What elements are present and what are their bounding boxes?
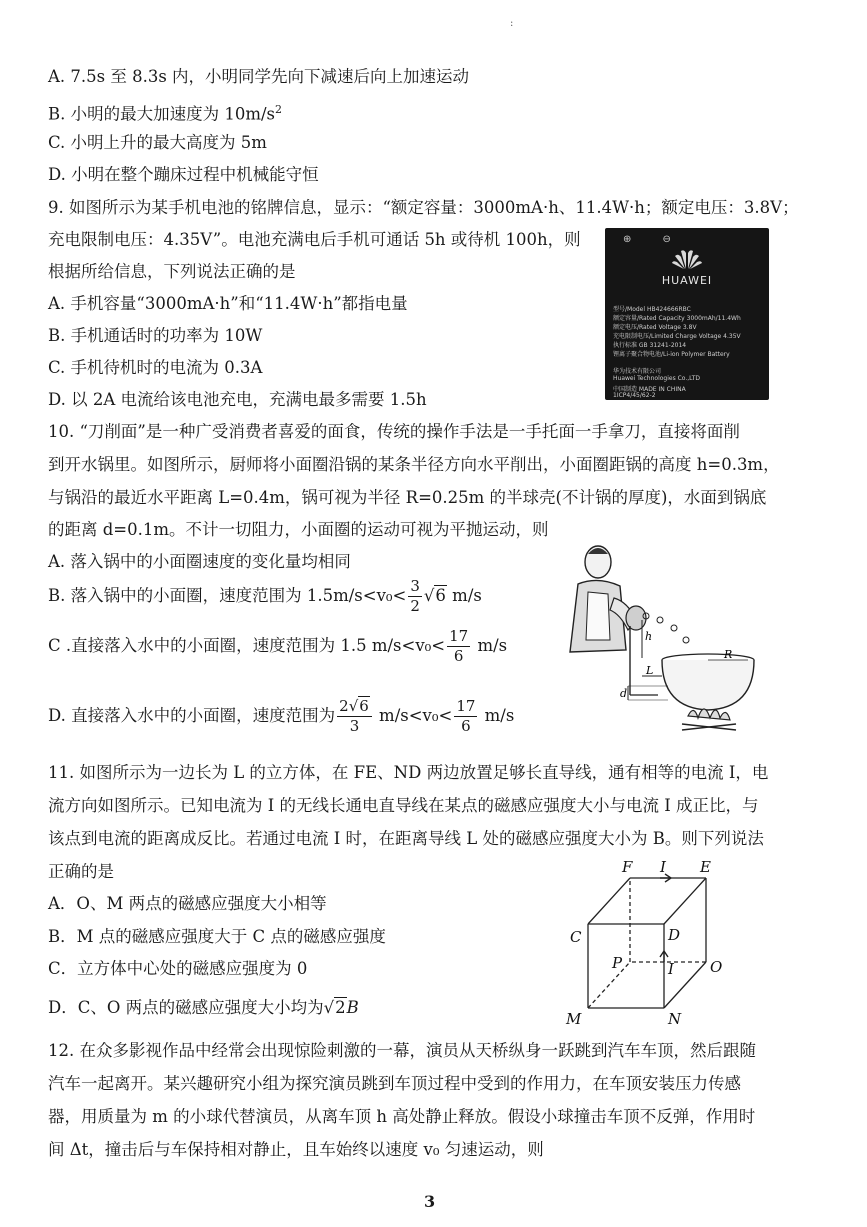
q11-stem-line-3: 该点到电流的距离成反比。若通过电流 I 时，在距离导线 L 处的磁感应强度大小为 B。则下列说法 bbox=[48, 829, 764, 848]
q8-option-b-text: B. 小明的最大加速度为 10m/s bbox=[48, 104, 276, 124]
noodle-dot bbox=[671, 625, 677, 631]
q11-option-d-var: B bbox=[346, 998, 359, 1017]
q12-stem-line-4: 间 Δt，撞击后与车保持相对静止，且车始终以速度 v₀ 匀速运动，则 bbox=[48, 1140, 544, 1159]
q9-stem-line-1: 9. 如图所示为某手机电池的铭牌信息，显示：“额定容量：3000mA·h、11.4W·h；额定电压：3.8V； bbox=[48, 198, 799, 217]
label-C: C bbox=[570, 928, 582, 946]
battery-maker-en: Huawei Technologies Co.,LTD bbox=[613, 375, 700, 382]
edge-MP bbox=[588, 962, 630, 1008]
label-h: h bbox=[645, 630, 653, 643]
q10-option-d-mid: m/s<v₀< bbox=[379, 706, 453, 725]
q10-stem-line-2: 到开水锅里。如图所示，厨师将小面圈沿锅的某条半径方向水平削出，小面圈距锅的高度 h=0.3m， bbox=[48, 455, 780, 474]
q10-option-b-fraction bbox=[408, 579, 422, 614]
q10-option-b-unit: m/s bbox=[452, 586, 482, 605]
battery-spec-voltage: 额定电压/Rated Voltage 3.8V bbox=[613, 324, 697, 331]
q10-option-d-coef: 2 bbox=[339, 697, 349, 715]
q9-option-c: C. 手机待机时的电流为 0.3A bbox=[48, 358, 263, 377]
q10-option-d-denominator-2: 6 bbox=[461, 717, 471, 735]
q10-option-b-sqrt: √6 bbox=[423, 586, 446, 605]
q11-option-b: B．M 点的磁感应强度大于 C 点的磁感应强度 bbox=[48, 927, 386, 946]
label-E: E bbox=[700, 858, 711, 876]
q10-option-d-radicand: 6 bbox=[359, 697, 369, 715]
label-I-top: I bbox=[660, 858, 666, 876]
q8-option-d: D. 小明在整个蹦床过程中机械能守恒 bbox=[48, 165, 319, 184]
q10-option-d bbox=[48, 696, 514, 736]
q10-option-c-unit: m/s bbox=[477, 636, 508, 655]
q10-stem-line-4: 的距离 d=0.1m。不计一切阻力，小面圈的运动可视为平抛运动，则 bbox=[48, 520, 549, 539]
q9-stem-line-2: 充电限制电压：4.35V”。电池充满电后手机可通话 5h 或待机 100h，则 bbox=[48, 230, 581, 249]
q10-option-d-fraction-2 bbox=[454, 699, 477, 734]
cube-figure bbox=[560, 858, 730, 1028]
q10-option-d-sqrt: √6 bbox=[348, 697, 369, 715]
label-P: P bbox=[612, 954, 623, 972]
q10-option-d-denominator-1: 3 bbox=[349, 717, 360, 735]
q11-option-a: A．O、M 两点的磁感应强度大小相等 bbox=[48, 894, 327, 913]
q9-option-b: B. 手机通话时的功率为 10W bbox=[48, 326, 263, 345]
noodle-dot bbox=[683, 637, 689, 643]
label-L: L bbox=[646, 664, 654, 677]
q10-option-b-numerator: 3 bbox=[410, 577, 420, 595]
q8-option-a: A. 7.5s 至 8.3s 内，小明同学先向下减速后向上加速运动 bbox=[48, 67, 470, 86]
q12-stem-line-3: 器，用质量为 m 的小球代替演员，从离车顶 h 高处静止释放。假设小球撞击车顶不反弹，作用时 bbox=[48, 1107, 756, 1126]
label-M: M bbox=[566, 1010, 582, 1028]
battery-spec-model: 型号/Model HB424666RBC bbox=[613, 306, 691, 313]
battery-code: 1ICP4/45/62-2 bbox=[613, 392, 656, 399]
q10-option-b-radicand: 6 bbox=[435, 586, 446, 605]
q10-option-d-numerator-1 bbox=[337, 699, 372, 717]
pot-bowl bbox=[662, 660, 754, 710]
q10-option-c-fraction bbox=[447, 629, 470, 664]
q8-option-b-sup: 2 bbox=[275, 103, 283, 116]
q10-option-b bbox=[48, 578, 482, 614]
q11-stem-line-2: 流方向如图所示。已知电流为 I 的无线长通电直导线在某点的磁感应强度大小与电流 I 成正比，与 bbox=[48, 796, 759, 815]
header-mark: : bbox=[510, 18, 514, 29]
q10-option-d-fraction-1 bbox=[337, 699, 372, 734]
label-I-side: I bbox=[668, 960, 674, 978]
q9-stem-line-3: 根据所给信息，下列说法正确的是 bbox=[48, 262, 296, 281]
label-O: O bbox=[710, 958, 723, 976]
q11-option-d-text: D．C、O 两点的磁感应强度大小均为 bbox=[48, 998, 324, 1017]
chef-apron bbox=[586, 592, 610, 640]
q9-option-d: D. 以 2A 电流给该电池充电，充满电最多需要 1.5h bbox=[48, 390, 427, 409]
q11-option-d-radicand: 2 bbox=[335, 998, 346, 1017]
battery-made-in: 中国制造 MADE IN CHINA bbox=[613, 386, 686, 393]
q8-option-b bbox=[48, 99, 282, 126]
label-d: d bbox=[620, 687, 628, 700]
battery-brand: HUAWEI bbox=[661, 274, 713, 287]
q11-option-c: C．立方体中心处的磁感应强度为 0 bbox=[48, 959, 308, 978]
q10-option-d-unit: m/s bbox=[484, 706, 515, 725]
dough-block bbox=[626, 606, 646, 630]
q8-option-c: C. 小明上升的最大高度为 5m bbox=[48, 133, 267, 152]
current-arrow-side bbox=[660, 951, 668, 962]
edge-DE bbox=[664, 878, 706, 924]
q11-stem-line-1: 11. 如图所示为一边长为 L 的立方体，在 FE、ND 两边放置足够长直导线，通有相等的电流 I，电 bbox=[48, 763, 769, 782]
q10-option-c-text: C .直接落入水中的小面圈，速度范围为 1.5 m/s<v₀< bbox=[48, 636, 446, 655]
q10-option-d-numerator-2: 17 bbox=[456, 697, 476, 715]
q10-stem-line-1: 10. “刀削面”是一种广受消费者喜爱的面食，传统的操作手法是一手托面一手拿刀，直接将面削 bbox=[48, 422, 740, 441]
battery-spec-standard: 执行标准 GB 31241-2014 bbox=[613, 342, 687, 349]
q10-option-b-text: B. 落入锅中的小面圈，速度范围为 1.5m/s<v₀< bbox=[48, 586, 407, 605]
q10-option-c-denominator: 6 bbox=[453, 647, 464, 665]
page-number: 3 bbox=[424, 1192, 436, 1211]
q10-option-d-text: D. 直接落入水中的小面圈，速度范围为 bbox=[48, 706, 336, 725]
battery-label-image bbox=[605, 228, 769, 400]
battery-spec-capacity: 额定容量/Rated Capacity 3000mAh/11.4Wh bbox=[613, 315, 741, 322]
label-N: N bbox=[668, 1010, 682, 1028]
q11-option-d-sqrt: √2 bbox=[323, 998, 346, 1017]
q10-option-a: A. 落入锅中的小面圈速度的变化量均相同 bbox=[48, 552, 351, 571]
battery-maker-cn: 华为技术有限公司 bbox=[613, 368, 662, 375]
noodle-dot bbox=[657, 617, 663, 623]
q10-option-c-numerator: 17 bbox=[449, 627, 469, 645]
battery-terminal-icons: ⊕ ⊖ bbox=[623, 234, 685, 245]
q9-option-a: A. 手机容量“3000mA·h”和“11.4W·h”都指电量 bbox=[48, 294, 408, 313]
label-D: D bbox=[668, 926, 681, 944]
q12-stem-line-1: 12. 在众多影视作品中经常会出现惊险刺激的一幕，演员从天桥纵身一跃跳到汽车车顶，然后跟随 bbox=[48, 1041, 756, 1060]
q12-stem-line-2: 汽车一起离开。某兴趣研究小组为探究演员跳到车顶过程中受到的作用力，在车顶安装压力传感 bbox=[48, 1074, 741, 1093]
label-R: R bbox=[724, 648, 733, 661]
q11-option-d bbox=[48, 997, 359, 1019]
huawei-logo-icon bbox=[671, 248, 703, 270]
q10-stem-line-3: 与锅沿的最近水平距离 L=0.4m，锅可视为半径 R=0.25m 的半球壳(不计锅的厚度)，水面到锅底 bbox=[48, 488, 767, 507]
q11-stem-line-4: 正确的是 bbox=[48, 862, 114, 881]
chef-pot-figure bbox=[548, 540, 758, 740]
battery-spec-charge-voltage: 充电限制电压/Limited Charge Voltage 4.35V bbox=[613, 333, 741, 340]
q10-option-c bbox=[48, 628, 507, 664]
label-F: F bbox=[622, 858, 633, 876]
q10-option-b-denominator: 2 bbox=[410, 597, 420, 615]
battery-spec-type: 锂离子聚合物电池/Li-ion Polymer Battery bbox=[613, 351, 730, 358]
edge-CF bbox=[588, 878, 630, 924]
